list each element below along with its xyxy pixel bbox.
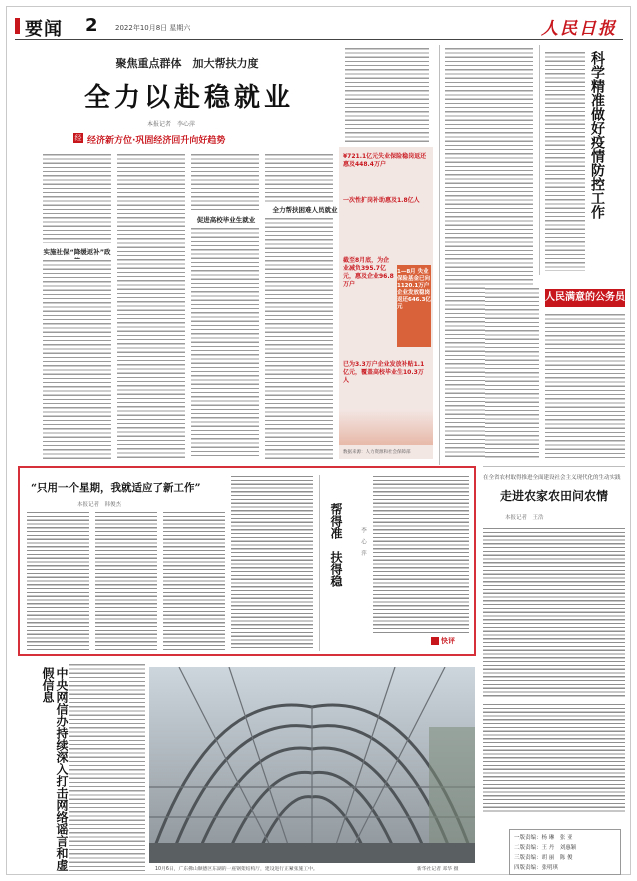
commentary-tag-box xyxy=(431,637,439,645)
lead-body-col-4 xyxy=(265,153,333,203)
right-lower-body-1 xyxy=(483,527,625,697)
right-column-text-2 xyxy=(545,313,625,461)
infographic-item-2: 一次性扩岗补助惠及1.8亿人 xyxy=(343,197,420,204)
lead-body-col-1 xyxy=(43,153,111,243)
right-vertical-title: 科学精准做好疫情防控工作 xyxy=(589,51,605,219)
lead-subhead-2: 促进高校毕业生就业 xyxy=(196,216,256,224)
page-number: 2 xyxy=(85,15,98,36)
feature-headline: “只用一个星期，我就适应了新工作” xyxy=(31,482,201,494)
commentary-tag: 快评 xyxy=(441,637,455,645)
right-column-text-1 xyxy=(545,51,585,271)
column-divider-right xyxy=(539,45,540,275)
lead-kicker: 聚焦重点群体 加大帮扶力度 xyxy=(115,57,259,70)
column-divider-main xyxy=(439,45,440,465)
page-header xyxy=(15,14,623,40)
commentary-title: 帮得准 扶得稳 xyxy=(329,503,343,587)
masthead: 人民日报 xyxy=(541,19,617,39)
lead-subhead-3: 全力帮扶困难人员就业 xyxy=(272,206,338,214)
newspaper-page xyxy=(6,6,631,875)
right-lower-rule xyxy=(483,466,625,467)
right-lower-headline: 走进农家农田问农情 xyxy=(499,489,608,503)
infographic-item-3: 截至8月底，为企业减负395.7亿元，惠及企业96.8万户 xyxy=(343,257,394,288)
section-banner-label: 人民满意的公务员 xyxy=(545,292,625,303)
editors-line-3: 三版责编：胡 丽 陈 俊 xyxy=(514,855,573,861)
lead-body-col-4b xyxy=(265,217,333,459)
lead-subhead-1: 实施社保“降缓返补”政 xyxy=(43,248,111,256)
editors-box xyxy=(509,829,621,875)
feature-body-3 xyxy=(163,511,225,651)
section-label: 要闻 xyxy=(25,19,63,40)
feature-body-4 xyxy=(231,475,313,651)
lead-body-top-right-1 xyxy=(345,47,429,143)
lead-body-col-1b xyxy=(43,259,111,459)
date-line: 2022年10月8日 星期六 xyxy=(115,24,191,32)
feature-byline: 本报记者 韩俊杰 xyxy=(77,502,122,508)
commentary-body xyxy=(373,475,469,635)
right-lower-body-2 xyxy=(483,703,625,813)
bottom-left-text-1 xyxy=(69,663,145,873)
steel-structure-illustration xyxy=(149,667,475,863)
lead-body-col-3b xyxy=(191,227,259,459)
photo-caption: 10月6日，广东佛山顺德区东湖的一座钢架结构厅，建设进行正紧张施工中。 xyxy=(155,867,318,872)
right-column-text-2b xyxy=(485,287,539,459)
lead-byline: 本报记者 李心萍 xyxy=(147,121,196,128)
infographic-wave xyxy=(339,409,433,445)
editors-line-1: 一版责编：杨 琳 张 亚 xyxy=(514,835,573,841)
bottom-left-vertical-title: 中央网信办持续深入打击网络谣言和虚假信息 xyxy=(41,667,69,871)
photo-credit: 新华社记者 邓华 摄 xyxy=(417,867,459,872)
lead-body-col-3 xyxy=(191,153,259,213)
news-photo xyxy=(149,667,475,863)
lead-body-col-2 xyxy=(117,153,185,459)
lead-headline: 全力以赴稳就业 xyxy=(83,83,294,113)
editors-line-2: 二版责编：王 丹 刘惠颖 xyxy=(514,845,577,851)
feature-divider xyxy=(319,475,320,651)
infographic-credit: 数据来源：人力资源和社会保障部 xyxy=(343,450,411,455)
commentary-byline: 李 心 萍 xyxy=(360,527,366,556)
series-tag-box: 经 xyxy=(74,134,82,142)
editors-line-4: 四版责编：张明琪 xyxy=(514,865,559,871)
feature-body-2 xyxy=(95,511,157,651)
infographic-item-1: ¥721.1亿元失业保险稳岗返还惠及448.4万户 xyxy=(343,153,427,168)
series-tag: 经济新方位·巩固经济回升向好趋势 xyxy=(87,136,226,146)
infographic-item-5: 已为3.3万户企业发放补贴1.1亿元，覆盖高校毕业生10.3万人 xyxy=(343,361,425,384)
infographic-item-4: 1—8月 失业保险基金已向1120.1万户企业发放稳岗返还646.3亿元 xyxy=(397,269,431,310)
right-lower-byline: 本报记者 王浩 xyxy=(505,515,544,521)
infographic xyxy=(339,147,433,459)
section-banner xyxy=(545,289,625,307)
feature-body-1 xyxy=(27,511,89,651)
header-section-bar xyxy=(15,18,20,34)
right-lower-kicker: 在全省农村取得推进全面建设社会主义现代化的生动实践 xyxy=(483,475,621,481)
